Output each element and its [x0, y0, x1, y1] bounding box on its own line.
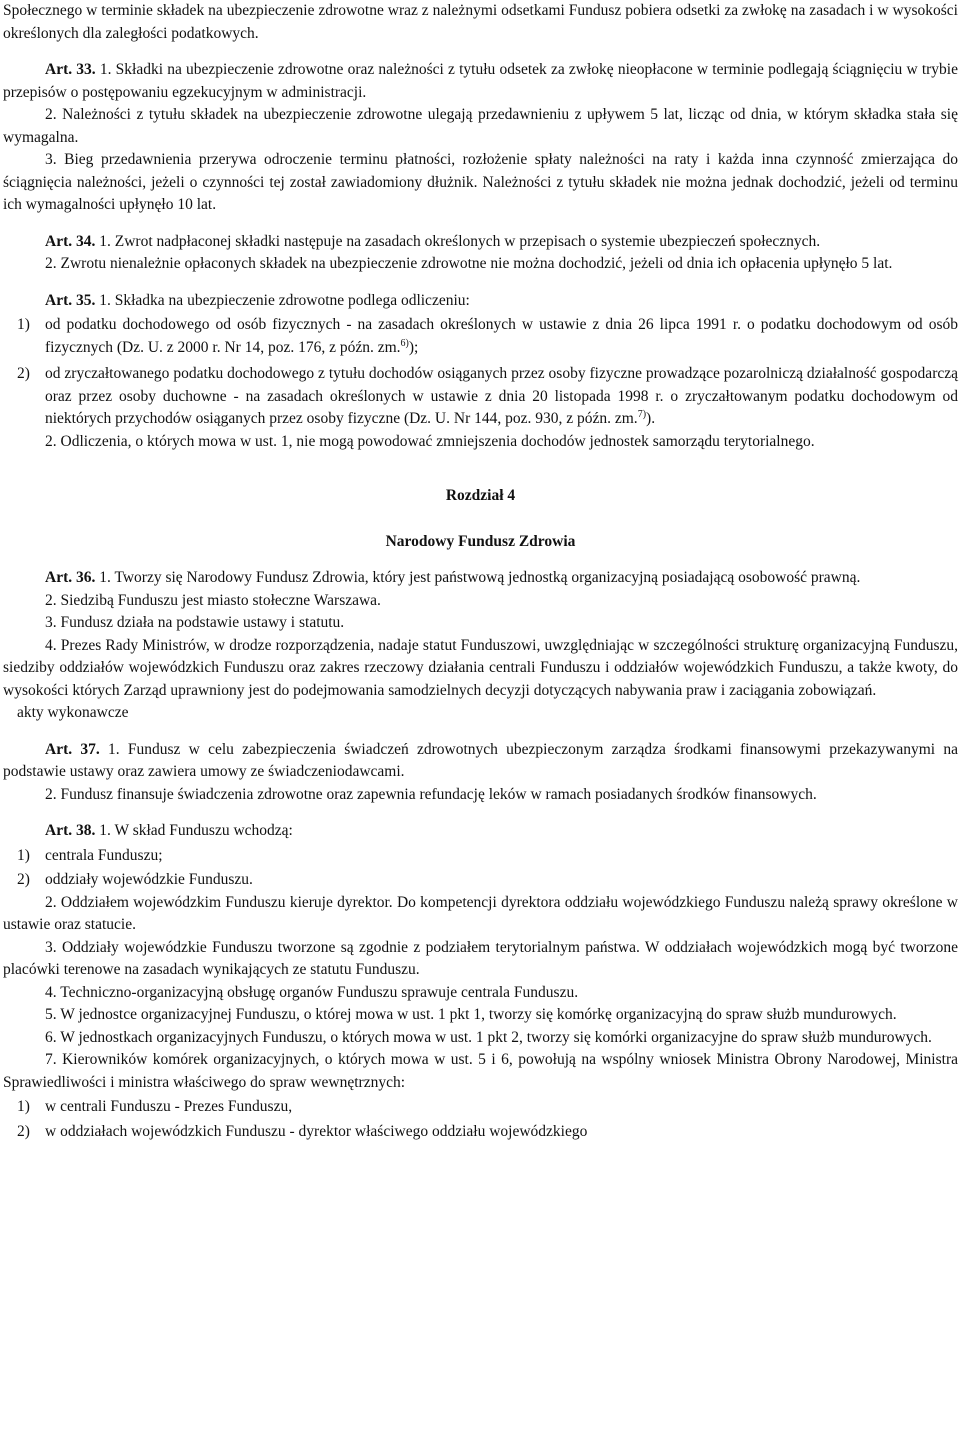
art37-label: Art. 37. [45, 740, 100, 758]
art33-p3: 3. Bieg przedawnienia przerywa odroczenie terminu płatności, rozłożenie spłaty należności na raty i każda inna czynność zmierzająca do ściągnięcia należności, jeżeli o czynności tej został zawiadomiony dłużnik. Należności z tytułu składek nie można jednak dochodzić, jeżeli od terminu ich wymagalności upłynęło 10 lat. [3, 151, 958, 213]
art38-p4: 4. Techniczno-organizacyjną obsługę organów Funduszu sprawuje centrala Funduszu. [45, 983, 579, 1001]
art38-p3: 3. Oddziały wojewódzkie Funduszu tworzone są zgodnie z podziałem terytorialnym państwa. W oddziałach wojewódzkich mogą być tworzone placówki terenowe na zasadach wynikających ze statutu Funduszu. [3, 938, 958, 978]
art38-sublist-item-2: 2) w oddziałach wojewódzkich Funduszu - dyrektor właściwego oddziału wojewódzkiego [17, 1122, 588, 1140]
art35-p2: 2. Odliczenia, o których mowa w ust. 1, nie mogą powodować zmniejszenia dochodów jednostek samorządu terytorialnego. [45, 432, 815, 450]
art38-label: Art. 38. [45, 822, 96, 839]
top-paragraph: Społecznego w terminie składek na ubezpieczenie zdrowotne wraz z należnymi odsetkami Fundusz pobiera odsetki za zwłokę na zasadach i w wysokości określonych dla zaległości podatkowych. [3, 2, 958, 42]
art37-p1: Art. 37. 1. Fundusz w celu zabezpieczenia świadczeń zdrowotnych ubezpieczonym zarządza środkami finansowymi przekazywanymi na podstawie ustawy oraz zawiera umowy ze świadczeniodawcami. [3, 740, 958, 780]
art38-list-item-2: 2) oddziały wojewódzkie Funduszu. [17, 871, 253, 888]
art36-label: Art. 36. [45, 569, 96, 586]
art35-p1: Art. 35. 1. Składka na ubezpieczenie zdrowotne podlega odliczeniu: [45, 291, 470, 309]
art38-p6: 6. W jednostkach organizacyjnych Funduszu, o których mowa w ust. 1 pkt 2, tworzy się komórki organizacyjne do spraw służb mundurowych. [45, 1028, 932, 1046]
art35-list-item-2: 2) od zryczałtowanego podatku dochodowego z tytułu dochodów osiąganych przez osoby fizyczne prowadzące pozarolniczą działalność gospodarczą oraz przez osoby duchowne - na zasadach określonych w ustawie z dnia 20 listopada 1998 r. o zryczałtowanym podatku dochodowym od niektórych przychodów osiąganych przez osoby fizyczne (Dz. U. Nr 144, poz. 930, z późn. zm.$^{7)}$). [17, 365, 958, 427]
art38-p5: 5. W jednostce organizacyjnej Funduszu, o której mowa w ust. 1 pkt 1, tworzy się komórkę organizacyjną do spraw służb mundurowych. [45, 1006, 897, 1023]
chapter-title: Narodowy Fundusz Zdrowia [385, 532, 576, 550]
art34-label: Art. 34. [45, 232, 96, 250]
art35-list-item-1: 1) od podatku dochodowego od osób fizycznych - na zasadach określonych w ustawie z dnia 26 lipca 1991 r. o podatku dochodowym od osób fizycznych (Dz. U. z 2000 r. Nr 14, poz. 176, z późn. zm.$^{6)}$); [17, 316, 958, 356]
art36-p4: 4. Prezes Rady Ministrów, w drodze rozporządzenia, nadaje statut Funduszowi, uwzględniając w szczególności strukturę organizacyjną Funduszu, siedziby oddziałów wojewódzkich Funduszu oraz zakres rzeczowy działania centrali Funduszu i oddziałów wojewódzkich Funduszu, a także kwoty, do wysokości których Zarząd uprawniony jest do podejmowania samodzielnych decyzji dotyczących nabywania praw i zaciągania zobowiązań. [3, 636, 958, 699]
art38-list-item-1: 1) centrala Funduszu; [17, 846, 163, 864]
art34-p2: 2. Zwrotu nienależnie opłaconych składek na ubezpieczenie zdrowotne nie można dochodzić, jeżeli od dnia ich opłacenia upłynęło 5 lat. [45, 255, 893, 272]
art33-p1: Art. 33. 1. Składki na ubezpieczenie zdrowotne oraz należności z tytułu odsetek za zwłokę nieopłacone w terminie podlegają ściągnięciu w trybie przepisów o postępowaniu egzekucyjnym w administracji. [3, 61, 958, 101]
art36-note: akty wykonawcze [17, 704, 129, 721]
art35-label: Art. 35. [45, 291, 96, 309]
art38-p1: Art. 38. 1. W skład Funduszu wchodzą: [45, 822, 293, 839]
art38-sublist-item-1: 1) w centrali Funduszu - Prezes Funduszu, [17, 1098, 293, 1115]
art33-p2: 2. Należności z tytułu składek na ubezpieczenie zdrowotne ulegają przedawnieniu z upływem 5 lat, licząc od dnia, w którym składka stała się wymagalna. [3, 106, 958, 146]
art36-p3: 3. Fundusz działa na podstawie ustawy i statutu. [45, 614, 345, 631]
art38-p7: 7. Kierowników komórek organizacyjnych, o których mowa w ust. 5 i 6, powołują na wspólny wniosek Ministra Obrony Narodowej, Ministra Sprawiedliwości i ministra właściwego do spraw wewnętrznych: [3, 1051, 958, 1091]
art36-p2: 2. Siedzibą Funduszu jest miasto stołeczne Warszawa. [45, 591, 381, 609]
chapter-number: Rozdział 4 [445, 487, 516, 504]
art37-p2: 2. Fundusz finansuje świadczenia zdrowotne oraz zapewnia refundację leków w ramach posiadanych środków finansowych. [45, 785, 817, 803]
art36-p1: Art. 36. 1. Tworzy się Narodowy Fundusz Zdrowia, który jest państwową jednostką organizacyjną posiadającą osobowość prawną. [45, 569, 861, 586]
art38-p2: 2. Oddziałem wojewódzkim Funduszu kieruje dyrektor. Do kompetencji dyrektora oddziału wojewódzkiego Funduszu należą sprawy określone w ustawie oraz statucie. [3, 893, 958, 933]
art34-p1: Art. 34. 1. Zwrot nadpłaconej składki następuje na zasadach określonych w przepisach o systemie ubezpieczeń społecznych. [45, 232, 821, 250]
art33-label: Art. 33. [45, 61, 96, 78]
